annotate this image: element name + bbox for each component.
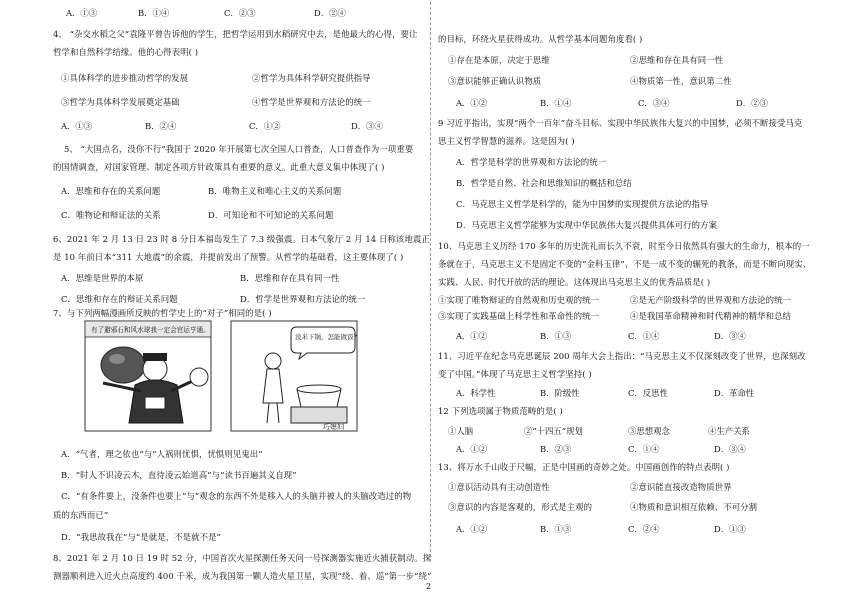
q8-line-3: 的目标，环绕火星获得成功。从哲学基本问题角度看( ) [438,34,643,44]
q12-options [456,443,786,455]
q10-line-2: 条就在于，马克思主义不是固定不变的“金科玉律”、不是一成不变的辗死的教条，而是不断向现实、 [438,259,812,269]
option-a: A．①③ [61,121,93,131]
q5-line-1: 5、 “大国点名，没你不行”我国于 2020 年开展第七次全国人口普查，人口普查作为一项重要 [64,144,414,154]
q10-choice-2: ②是无产阶级科学的世界观和方法论的统一 [630,295,792,305]
q6-option-a: A．思维是世界的本原 [61,273,144,283]
q9-line-1: 9 习近平指出，实现“两个一百年”奋斗目标、实现中华民族伟大复兴的中国梦，必须不断接受马克 [438,118,803,128]
q10-choice-1: ①实现了唯物辩证的自然观和历史观的统一 [438,295,600,305]
q8-choice-1: ①存在是本原，决定于思维 [448,55,550,65]
cartoon-caption: 巧媳妇 [323,423,344,431]
option-c: C．②③ [224,8,256,18]
option-a: A．①② [456,524,488,534]
q5-option-d: D．可知论和不可知论的关系问题 [208,210,334,220]
option-d: D．③④ [351,121,383,131]
option-a: A．①③ [66,8,98,18]
q6-option-b: B．思维和存在具有同一性 [240,273,340,283]
option-a: A．①② [456,331,488,341]
q10-line-3: 实践、人民、时代开放的活的理论。这体现出马克思主义的优秀品质是( ) [438,277,711,287]
q4-choice-4: ④哲学是世界观和方法论的统一 [252,97,371,107]
wife-body [263,369,283,403]
q8-choice-3: ③意识能够正确认识物质 [448,76,542,86]
column-divider [430,2,431,562]
q4-choice-3: ③哲学为具体科学发展奠定基础 [61,97,180,107]
q9-option-a: A．哲学是科学的世界观和方法论的统一 [456,157,607,167]
option-a: A．①② [456,444,488,454]
q13-options [456,523,786,535]
q4-line-1: 4、 “杂交水稻之父”袁隆平曾告诉他的学生，把哲学运用到水稻研究中去，是他最大的心得，要让 [53,29,418,39]
q5-option-b: B．唯物主义和唯心主义的关系问题 [208,186,342,196]
option-a: A．①② [456,98,488,108]
stove [291,407,347,423]
option-b: B．①③ [540,524,572,534]
q7-cartoons [83,319,359,435]
q4-choice-2: ②哲学为具体科学研究提供指导 [252,73,371,83]
choice-1: ①人脑 [448,426,474,436]
q13-choice-4: ④物质和意识相互依赖、不可分割 [630,502,758,512]
q11-options [456,387,786,399]
q3-options [66,7,386,19]
q8-line-2: 测器顺利进入近火点高度约 400 千米，成为我国第一颗人造火星卫星，实现“绕、着、巡”第一步“绕” [53,571,432,581]
q6-option-c: C．思维和存在的辩证关系问题 [61,294,178,304]
option-d: D．②④ [314,8,346,18]
wife-head [265,353,281,369]
option-c: C．①④ [628,444,660,454]
choice-3: ③思想观念 [628,426,670,436]
option-b: B．阶级性 [540,388,580,398]
q7-option-b: B．“时人不识凌云木，直待凌云始道高”与“读书百遍其义自现” [61,470,297,480]
option-d: D．①③ [714,524,746,534]
boulder-shape [101,347,145,383]
q5-line-2: 的国情调查，对国家管理、制定各项方针政策具有重要的意义。此重大意义集中体现了( ) [53,162,385,172]
option-b: B．②③ [540,444,572,454]
q6-line-1: 6、2021 年 2 月 13 日 23 时 8 分日本福岛发生了 7.3 级强震。日本气象厅 2 月 14 日称该地震正 [53,234,430,244]
q12-choices [448,425,780,437]
option-b: B．②④ [145,121,177,131]
speech-bubble-text: 没米下锅，怎能做饭? [295,333,357,341]
q13-choice-3: ③意识的内容是客观的，形式是主观的 [448,502,593,512]
q8-options [456,97,808,109]
q11-line-1: 11、习近平在纪念马克思诞辰 200 周年大会上指出：“马克思主义不仅深刻改变了世界，也深刻改 [438,351,806,361]
q8-line-1: 8、2021 年 2 月 10 日 19 时 52 分，中国首次火星探测任务天问一号探测器实施近火捕获制动。探 [53,553,432,563]
q9-option-b: B．哲学是自然、社会和思维知识的概括和总结 [456,178,632,188]
page-number: 2 [426,582,432,591]
q11-line-2: 变了中国。”体现了马克思主义哲学坚持( ) [438,369,592,379]
q13-choice-1: ①意识活动具有主动创造性 [448,482,550,492]
option-b: B．①④ [540,98,572,108]
q9-line-2: 思主义哲学智慧的滋养。这是因为( ) [438,136,575,146]
q12-stem: 12 下列选项属于物质范畴的是( ) [438,406,563,416]
choice-4: ④生产关系 [708,426,750,436]
option-c: C．①② [249,121,281,131]
q7-stem: 7、与下列两幅漫画所反映的哲学史上的“对子”相同的是( ) [53,308,272,318]
q10-choice-4: ④是我国革命精神和时代精神的精华和总结 [630,311,792,321]
cartoon-illustrations [83,319,359,435]
q7-option-a: A．“气者，理之依也”与“人祸则忧惧，忧惧则见鬼出” [61,449,263,459]
option-a: A．科学性 [456,388,496,398]
option-c: C．③④ [638,98,670,108]
choice-2: ②“十四五”规划 [524,426,583,436]
q5-option-a: A．思维和存在的关系问题 [61,186,161,196]
q4-choice-1: ①具体科学的进步推动哲学的发展 [61,73,189,83]
q5-option-c: C．唯物论和辩证法的关系 [61,210,161,220]
q8-choice-2: ②思维和存在具有同一性 [630,55,724,65]
q13-stem: 13、将万水千山收于尺幅，正是中国画的奇妙之处。中国画创作的特点表明( ) [438,462,730,472]
q7-option-d: D．“我思故我在”与“是就是，不是就不是” [61,532,221,542]
q8-choice-4: ④物质第一性，意识第二性 [630,76,732,86]
q10-line-1: 10、马克思主义历经 170 多年的历史洗礼而长久不衰，时至今日依然具有强大的生命力，根本的一 [438,241,810,251]
option-d: D．②③ [736,98,768,108]
option-d: D．③④ [714,444,746,454]
option-d: D．③④ [714,331,746,341]
q13-choice-2: ②意识能直接改造物质世界 [630,482,732,492]
fengshui-ball [190,368,208,386]
option-c: C．①④ [628,331,660,341]
option-b: B．①④ [138,8,170,18]
q7-option-c-line-2: 质的东西而已” [53,510,109,520]
q6-line-2: 是 10 年前日本“311 大地震”的余震，并提前发出了预警。从哲学的基础看，这主要体现了( ) [53,252,404,262]
cartoon-banner-text: 有了避邪石和风水球我一定会官运亨通。 [91,326,210,334]
q6-option-d: D．哲学是世界观和方法论的统一 [240,294,366,304]
q9-option-c: C．马克思主义哲学是科学的，能为中国梦的实现提供方法论的指导 [456,199,709,209]
option-c: C．②④ [628,524,660,534]
q9-option-d: D．马克思主义哲学能够为实现中华民族伟大复兴提供具体可行的方案 [456,220,718,230]
option-c: C．反思性 [628,388,668,398]
q4-line-2: 哲学和自然科学结缘。他的心得表明( ) [53,47,199,57]
option-b: B．①③ [540,331,572,341]
q10-options [456,330,786,342]
q4-options [61,120,423,132]
option-d: D．革命性 [714,388,755,398]
q7-option-c-line-1: C．“有条件要上，没条件也要上”与“观念的东西不外是移入人的头脑并被人的头脑改造过的物 [61,491,412,501]
q10-choice-3: ③实现了实践基础上科学性和革命性的统一 [438,311,600,321]
